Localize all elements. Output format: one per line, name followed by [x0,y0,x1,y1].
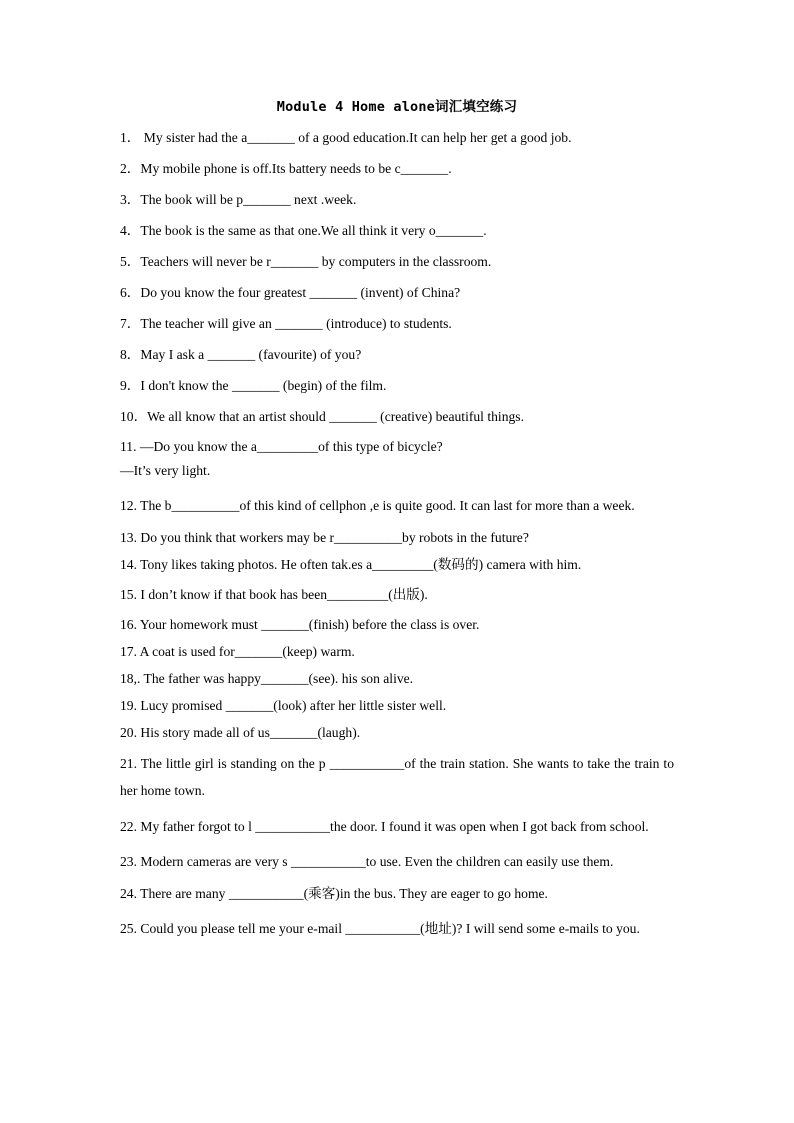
question-item: 22. My father forgot to l ___________the door. I found it was open when I got back from school. [120,818,649,834]
question-item [120,437,674,492]
question-item: 3．The book will be p_______ next .week. [120,192,357,207]
question-item: 24. There are many ___________(乘客)in the bus. They are eager to go home. [120,885,548,901]
question-item: 1． My sister had the a_______ of a good education.It can help her get a good job. [120,130,572,145]
question-item: 13. Do you think that workers may be r__________by robots in the future? [120,529,529,545]
question-list [120,128,674,950]
question-item: 10．We all know that an artist should _______ (creative) beautiful things. [120,409,524,424]
question-item: 7．The teacher will give an _______ (introduce) to students. [120,316,452,331]
question-item: 19. Lucy promised _______(look) after her little sister well. [120,697,447,713]
question-item: 9．I don't know the _______ (begin) of the film. [120,378,387,393]
question-text: 11. —Do you know the a_________of this type of bicycle? [120,439,443,454]
worksheet-title: Module 4 Home alone词汇填空练习 [276,99,518,115]
question-item: 17. A coat is used for_______(keep) warm. [120,643,355,659]
question-item: 21. The little girl is standing on the p ___________of the train station. She wants to take the train to her home town. [120,755,674,798]
question-item: 23. Modern cameras are very s ___________to use. Even the children can easily use them. [120,854,614,869]
question-item: 18,. The father was happy_______(see). his son alive. [120,670,414,686]
question-item: 8．May I ask a _______ (favourite) of you? [120,347,362,362]
answer-line: —It’s very light. [120,463,211,478]
question-item: 5．Teachers will never be r_______ by computers in the classroom. [120,254,492,269]
question-item: 4．The book is the same as that one.We all think it very o_______. [120,223,487,238]
question-item: 20. His story made all of us_______(laugh). [120,724,361,740]
question-item: 25. Could you please tell me your e-mail ___________(地址)? I will send some e-mails to you. [120,920,640,936]
question-item: 15. I don’t know if that book has been_________(出版). [120,586,428,602]
question-item: 12. The b__________of this kind of cellphon ,e is quite good. It can last for more than a week. [120,498,635,513]
question-item: 16. Your homework must _______(finish) before the class is over. [120,616,480,632]
question-item: 2．My mobile phone is off.Its battery needs to be c_______. [120,161,452,176]
question-item: 14. Tony likes taking photos. He often tak.es a_________(数码的) camera with him. [120,556,582,572]
question-item: 6．Do you know the four greatest _______ (invent) of China? [120,285,461,300]
